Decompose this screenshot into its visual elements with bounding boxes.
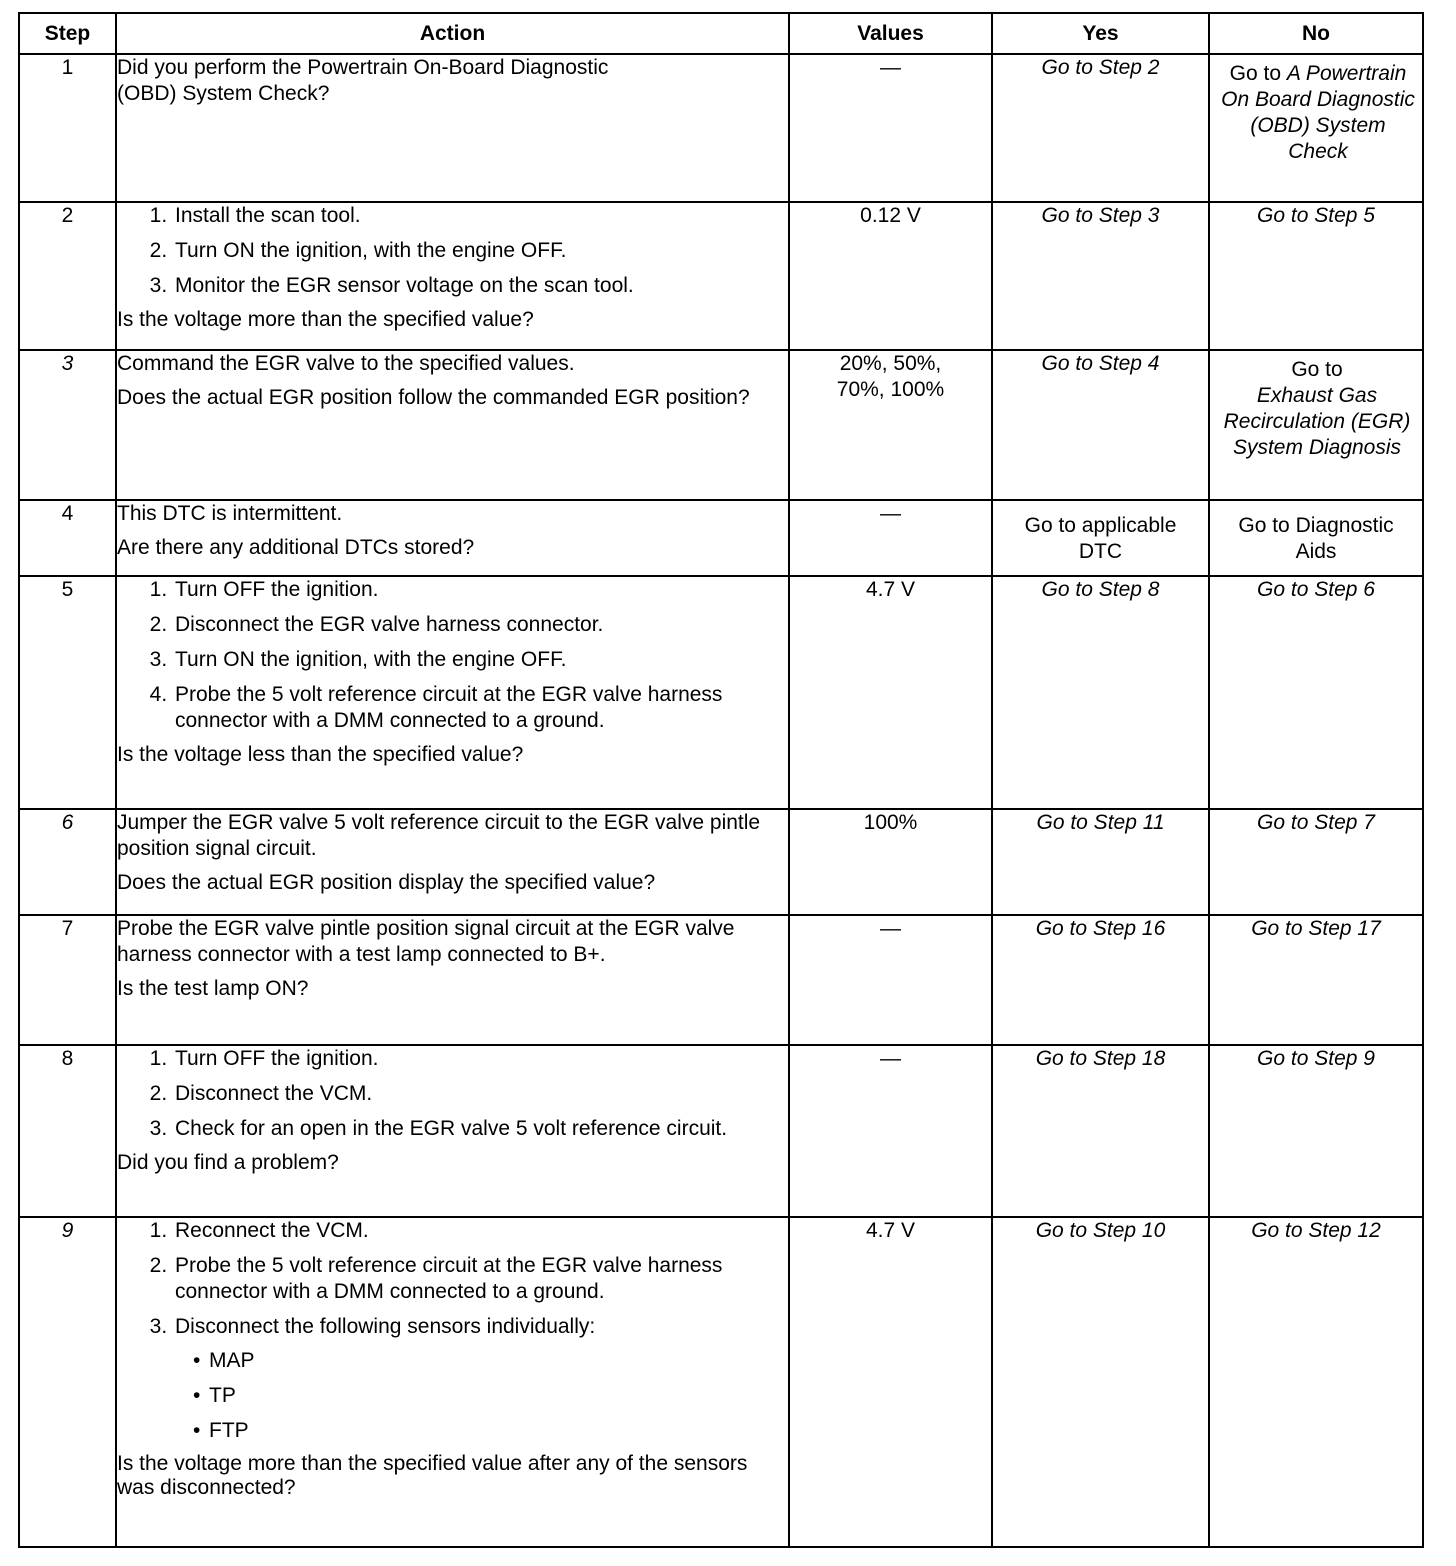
action-question: Does the actual EGR position display the specified value? (117, 871, 656, 894)
action-question: Is the voltage more than the specified value? (117, 308, 534, 331)
list-item-text: Disconnect the following sensors individually: (175, 1315, 596, 1338)
action-cell (116, 350, 789, 500)
header-no: No (1209, 13, 1423, 54)
yes-cell[interactable]: Go to Step 16 (992, 915, 1209, 1045)
values-cell: 100% (789, 809, 992, 915)
yes-cell[interactable]: Go to Step 11 (992, 809, 1209, 915)
table-row (19, 350, 1423, 500)
step-number: 7 (19, 915, 116, 1045)
yes-cell[interactable]: Go to Step 4 (992, 350, 1209, 500)
table-row (19, 54, 1423, 202)
action-cell (116, 202, 789, 350)
action-text: Probe the EGR valve pintle position signal circuit at the EGR valve harness connector with a test lamp connected to B+. (117, 917, 735, 966)
action-text: Command the EGR valve to the specified values. (117, 352, 575, 375)
step-number: 8 (19, 1045, 116, 1217)
sensor-item: • TP (207, 1383, 788, 1409)
action-list (117, 203, 788, 299)
no-cell[interactable]: Go to Step 12 (1209, 1217, 1423, 1547)
table-row (19, 1217, 1423, 1547)
list-item: 1. Reconnect the VCM. (173, 1218, 788, 1244)
action-cell (116, 915, 789, 1045)
sensor-item: • MAP (207, 1348, 788, 1374)
no-cell (1209, 350, 1423, 500)
yes-cell[interactable]: Go to Step 18 (992, 1045, 1209, 1217)
values-cell: — (789, 54, 992, 202)
list-item: 2. Turn ON the ignition, with the engine OFF. (173, 238, 788, 264)
action-question: Are there any additional DTCs stored? (117, 536, 475, 559)
table-row (19, 915, 1423, 1045)
no-link[interactable]: A Powertrain On Board Diagnostic (OBD) System Check (1221, 62, 1415, 163)
action-question: Is the voltage more than the specified value after any of the sensors was disconnected? (117, 1452, 748, 1499)
table-row (19, 202, 1423, 350)
action-question: Did you find a problem? (117, 1151, 339, 1174)
table-row (19, 500, 1423, 576)
list-item: 2. Probe the 5 volt reference circuit at the EGR valve harness connector with a DMM connected to a ground. (173, 1253, 788, 1305)
action-cell (116, 1045, 789, 1217)
yes-cell[interactable]: Go to Step 8 (992, 576, 1209, 809)
step-number: 4 (19, 500, 116, 576)
no-cell (1209, 54, 1423, 202)
yes-cell: Go to Step 2 (992, 54, 1209, 202)
step-number: 1 (19, 54, 116, 202)
table-header-row (19, 13, 1423, 54)
no-cell[interactable]: Go to Step 5 (1209, 202, 1423, 350)
no-cell[interactable]: Go to Step 7 (1209, 809, 1423, 915)
list-item: 1. Turn OFF the ignition. (173, 577, 788, 603)
no-cell[interactable]: Go to Diagnostic Aids (1209, 500, 1423, 576)
step-number: 2 (19, 202, 116, 350)
sensor-list (175, 1348, 788, 1444)
values-cell: 20%, 50%, 70%, 100% (789, 350, 992, 500)
no-prefix: Go to (1291, 358, 1343, 381)
list-item: 3. Check for an open in the EGR valve 5 volt reference circuit. (173, 1116, 788, 1142)
action-cell (116, 576, 789, 809)
header-yes: Yes (992, 13, 1209, 54)
list-item: 1. Install the scan tool. (173, 203, 788, 229)
list-item: 3. Turn ON the ignition, with the engine OFF. (173, 647, 788, 673)
no-prefix: Go to (1229, 62, 1287, 85)
values-cell: 4.7 V (789, 1217, 992, 1547)
no-cell[interactable]: Go to Step 17 (1209, 915, 1423, 1045)
action-cell (116, 54, 789, 202)
values-cell: 4.7 V (789, 576, 992, 809)
action-question: Is the test lamp ON? (117, 977, 309, 1000)
table-row (19, 1045, 1423, 1217)
yes-cell[interactable]: Go to applicable DTC (992, 500, 1209, 576)
values-cell: — (789, 500, 992, 576)
action-text: Did you perform the Powertrain On-Board Diagnostic (OBD) System Check? (117, 56, 609, 105)
action-cell (116, 809, 789, 915)
action-cell (116, 500, 789, 576)
action-list (117, 1046, 788, 1142)
no-cell[interactable]: Go to Step 6 (1209, 576, 1423, 809)
list-item: 2. Disconnect the VCM. (173, 1081, 788, 1107)
table-row (19, 576, 1423, 809)
list-item: 1. Turn OFF the ignition. (173, 1046, 788, 1072)
action-list (117, 577, 788, 734)
header-values: Values (789, 13, 992, 54)
step-number: 6 (19, 809, 116, 915)
values-cell: — (789, 915, 992, 1045)
list-item: 3. Monitor the EGR sensor voltage on the scan tool. (173, 273, 788, 299)
header-action: Action (116, 13, 789, 54)
step-number: 9 (19, 1217, 116, 1547)
action-list (117, 1218, 788, 1444)
values-cell: — (789, 1045, 992, 1217)
action-question: Is the voltage less than the specified value? (117, 743, 524, 766)
no-link[interactable]: Exhaust Gas Recirculation (EGR) System Diagnosis (1223, 384, 1411, 459)
values-cell: 0.12 V (789, 202, 992, 350)
diagnostic-table (18, 12, 1424, 1548)
header-step: Step (19, 13, 116, 54)
action-text: Jumper the EGR valve 5 volt reference circuit to the EGR valve pintle position signal circuit. (117, 811, 761, 860)
step-number: 3 (19, 350, 116, 500)
list-item: 2. Disconnect the EGR valve harness connector. (173, 612, 788, 638)
step-number: 5 (19, 576, 116, 809)
action-question: Does the actual EGR position follow the commanded EGR position? (117, 386, 750, 409)
list-item (173, 1314, 788, 1444)
action-cell (116, 1217, 789, 1547)
list-item: 4. Probe the 5 volt reference circuit at the EGR valve harness connector with a DMM connected to a ground. (173, 682, 788, 734)
action-text: This DTC is intermittent. (117, 502, 343, 525)
yes-cell[interactable]: Go to Step 3 (992, 202, 1209, 350)
yes-cell[interactable]: Go to Step 10 (992, 1217, 1209, 1547)
table-row (19, 809, 1423, 915)
no-cell[interactable]: Go to Step 9 (1209, 1045, 1423, 1217)
sensor-item: • FTP (207, 1418, 788, 1444)
